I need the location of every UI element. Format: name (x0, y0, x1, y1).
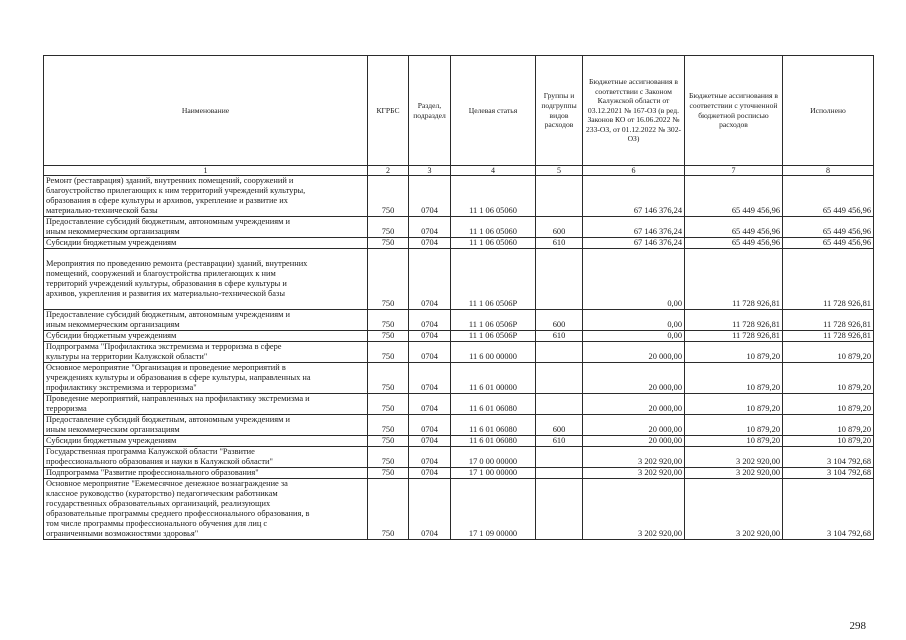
row-name: Предоставление субсидий бюджетным, автономным учреждениям и иным некоммерческим организациям (44, 310, 368, 331)
row-law-amount: 67 146 376,24 (583, 238, 685, 249)
table-row (44, 436, 874, 447)
row-target: 11 1 06 0506Р (451, 310, 536, 331)
header-target: Целевая статья (451, 56, 536, 166)
row-refined-amount: 10 879,20 (685, 436, 783, 447)
column-number: 4 (451, 166, 536, 176)
row-name: Ремонт (реставрация) зданий, внутренних помещений, сооружений и благоустройство прилегающих к ним территорий учреждений культуры, образования в сфере культуры и архивов, укрепление и развитие их материально-технической базы (44, 176, 368, 217)
row-target: 17 1 00 00000 (451, 468, 536, 479)
row-razdel: 0704 (409, 342, 451, 363)
row-refined-amount: 10 879,20 (685, 342, 783, 363)
table-row (44, 479, 874, 540)
row-executed-amount: 3 104 792,68 (783, 468, 874, 479)
row-executed-amount: 10 879,20 (783, 394, 874, 415)
header-razdel: Раздел, подраздел (409, 56, 451, 166)
row-razdel: 0704 (409, 363, 451, 394)
header-assign-refined: Бюджетные ассигнования в соответствии с уточненной бюджетной росписью расходов (685, 56, 783, 166)
row-group (536, 447, 583, 468)
table-row (44, 331, 874, 342)
row-kgrbs: 750 (368, 468, 409, 479)
table-row (44, 238, 874, 249)
row-refined-amount: 11 728 926,81 (685, 310, 783, 331)
row-group (536, 394, 583, 415)
row-group: 610 (536, 331, 583, 342)
row-executed-amount: 65 449 456,96 (783, 238, 874, 249)
row-kgrbs: 750 (368, 363, 409, 394)
row-razdel: 0704 (409, 394, 451, 415)
row-executed-amount: 10 879,20 (783, 342, 874, 363)
row-kgrbs: 750 (368, 238, 409, 249)
column-number: 1 (44, 166, 368, 176)
row-law-amount: 67 146 376,24 (583, 176, 685, 217)
row-kgrbs: 750 (368, 310, 409, 331)
row-group: 600 (536, 217, 583, 238)
row-kgrbs: 750 (368, 436, 409, 447)
row-law-amount: 3 202 920,00 (583, 479, 685, 540)
row-executed-amount: 10 879,20 (783, 363, 874, 394)
row-kgrbs: 750 (368, 342, 409, 363)
row-name: Проведение мероприятий, направленных на профилактику экстремизма и терроризма (44, 394, 368, 415)
row-executed-amount: 65 449 456,96 (783, 217, 874, 238)
row-name: Субсидии бюджетным учреждениям (44, 436, 368, 447)
row-group (536, 176, 583, 217)
table-row (44, 342, 874, 363)
column-numbers-row (44, 166, 874, 176)
row-target: 11 1 06 05060 (451, 217, 536, 238)
row-executed-amount: 11 728 926,81 (783, 310, 874, 331)
row-target: 11 6 01 06080 (451, 436, 536, 447)
row-name: Предоставление субсидий бюджетным, автономным учреждениям и иным некоммерческим организациям (44, 217, 368, 238)
row-law-amount: 3 202 920,00 (583, 468, 685, 479)
row-law-amount: 20 000,00 (583, 363, 685, 394)
row-executed-amount: 10 879,20 (783, 436, 874, 447)
header-executed: Исполнено (783, 56, 874, 166)
row-refined-amount: 3 202 920,00 (685, 468, 783, 479)
column-number: 5 (536, 166, 583, 176)
row-razdel: 0704 (409, 310, 451, 331)
row-law-amount: 67 146 376,24 (583, 217, 685, 238)
row-target: 11 1 06 05060 (451, 176, 536, 217)
row-kgrbs: 750 (368, 217, 409, 238)
row-group (536, 363, 583, 394)
row-target: 11 6 01 06080 (451, 394, 536, 415)
row-name: Субсидии бюджетным учреждениям (44, 238, 368, 249)
row-law-amount: 0,00 (583, 331, 685, 342)
table-row (44, 447, 874, 468)
row-executed-amount: 65 449 456,96 (783, 176, 874, 217)
row-kgrbs: 750 (368, 415, 409, 436)
row-kgrbs: 750 (368, 176, 409, 217)
row-refined-amount: 10 879,20 (685, 394, 783, 415)
row-name: Предоставление субсидий бюджетным, автономным учреждениям и иным некоммерческим организациям (44, 415, 368, 436)
row-target: 11 1 06 0506Р (451, 249, 536, 310)
row-group: 610 (536, 238, 583, 249)
row-group (536, 342, 583, 363)
row-target: 11 6 01 00000 (451, 363, 536, 394)
header-assign-law: Бюджетные ассигнования в соответствии с Законом Калужской области от 03.12.2021 № 167-ОЗ (в ред. Законов КО от 16.06.2022 № 233-ОЗ, от 01.12.2022 № 302-ОЗ) (583, 56, 685, 166)
row-name: Основное мероприятие "Ежемесячное денежное вознаграждение за классное руководство (кураторство) педагогическим работникам государственных образовательных организаций, реализующих образовательные программы среднего профессионального образования, в том числе программы профессионального обучения для лиц с ограниченными возможностями здоровья" (44, 479, 368, 540)
row-name: Подпрограмма "Профилактика экстремизма и терроризма в сфере культуры на территории Калужской области" (44, 342, 368, 363)
column-number: 7 (685, 166, 783, 176)
row-refined-amount: 65 449 456,96 (685, 176, 783, 217)
row-refined-amount: 11 728 926,81 (685, 249, 783, 310)
row-kgrbs: 750 (368, 447, 409, 468)
row-executed-amount: 3 104 792,68 (783, 479, 874, 540)
row-target: 11 1 06 0506Р (451, 331, 536, 342)
table-row (44, 176, 874, 217)
table-row (44, 415, 874, 436)
table-row (44, 249, 874, 310)
row-kgrbs: 750 (368, 479, 409, 540)
row-refined-amount: 10 879,20 (685, 415, 783, 436)
row-razdel: 0704 (409, 436, 451, 447)
row-law-amount: 0,00 (583, 310, 685, 331)
row-refined-amount: 65 449 456,96 (685, 238, 783, 249)
row-target: 11 1 06 05060 (451, 238, 536, 249)
column-number: 2 (368, 166, 409, 176)
row-law-amount: 20 000,00 (583, 394, 685, 415)
row-razdel: 0704 (409, 468, 451, 479)
page-number: 298 (849, 620, 866, 632)
row-group: 600 (536, 415, 583, 436)
row-law-amount: 20 000,00 (583, 436, 685, 447)
column-number: 8 (783, 166, 874, 176)
row-refined-amount: 65 449 456,96 (685, 217, 783, 238)
row-target: 11 6 01 06080 (451, 415, 536, 436)
row-refined-amount: 11 728 926,81 (685, 331, 783, 342)
row-refined-amount: 3 202 920,00 (685, 479, 783, 540)
row-law-amount: 20 000,00 (583, 415, 685, 436)
row-razdel: 0704 (409, 331, 451, 342)
table-row (44, 310, 874, 331)
column-number: 6 (583, 166, 685, 176)
row-executed-amount: 10 879,20 (783, 415, 874, 436)
row-group: 600 (536, 310, 583, 331)
table-header (44, 56, 874, 166)
row-target: 11 6 00 00000 (451, 342, 536, 363)
row-refined-amount: 3 202 920,00 (685, 447, 783, 468)
row-name: Субсидии бюджетным учреждениям (44, 331, 368, 342)
column-number: 3 (409, 166, 451, 176)
row-group (536, 249, 583, 310)
header-kgrbs: КГРБС (368, 56, 409, 166)
row-razdel: 0704 (409, 238, 451, 249)
row-law-amount: 0,00 (583, 249, 685, 310)
row-name: Основное мероприятие "Организация и проведение мероприятий в учреждениях культуры и образования в сфере культуры, направленных на профилактику экстремизма и терроризма" (44, 363, 368, 394)
budget-table (43, 55, 874, 540)
table-row (44, 363, 874, 394)
table-row (44, 468, 874, 479)
row-group: 610 (536, 436, 583, 447)
row-razdel: 0704 (409, 415, 451, 436)
table-row (44, 394, 874, 415)
table-row (44, 217, 874, 238)
row-razdel: 0704 (409, 249, 451, 310)
budget-sheet (43, 55, 873, 540)
row-razdel: 0704 (409, 447, 451, 468)
row-name: Подпрограмма "Развитие профессионального образования" (44, 468, 368, 479)
row-refined-amount: 10 879,20 (685, 363, 783, 394)
header-groups: Группы и подгруппы видов расходов (536, 56, 583, 166)
row-razdel: 0704 (409, 479, 451, 540)
row-group (536, 468, 583, 479)
row-razdel: 0704 (409, 176, 451, 217)
row-law-amount: 20 000,00 (583, 342, 685, 363)
row-kgrbs: 750 (368, 249, 409, 310)
header-name: Наименование (44, 56, 368, 166)
row-kgrbs: 750 (368, 394, 409, 415)
row-executed-amount: 3 104 792,68 (783, 447, 874, 468)
row-name: Государственная программа Калужской области "Развитие профессионального образования и науки в Калужской области" (44, 447, 368, 468)
row-law-amount: 3 202 920,00 (583, 447, 685, 468)
row-target: 17 1 09 00000 (451, 479, 536, 540)
row-razdel: 0704 (409, 217, 451, 238)
row-group (536, 479, 583, 540)
row-name: Мероприятия по проведению ремонта (реставрации) зданий, внутренних помещений, сооружений и благоустройства прилегающих к ним территорий учреждений культуры, образования в сфере культуры и архивов, укрепления и развития их материально-технической базы (44, 249, 368, 310)
row-executed-amount: 11 728 926,81 (783, 249, 874, 310)
row-executed-amount: 11 728 926,81 (783, 331, 874, 342)
row-target: 17 0 00 00000 (451, 447, 536, 468)
row-kgrbs: 750 (368, 331, 409, 342)
